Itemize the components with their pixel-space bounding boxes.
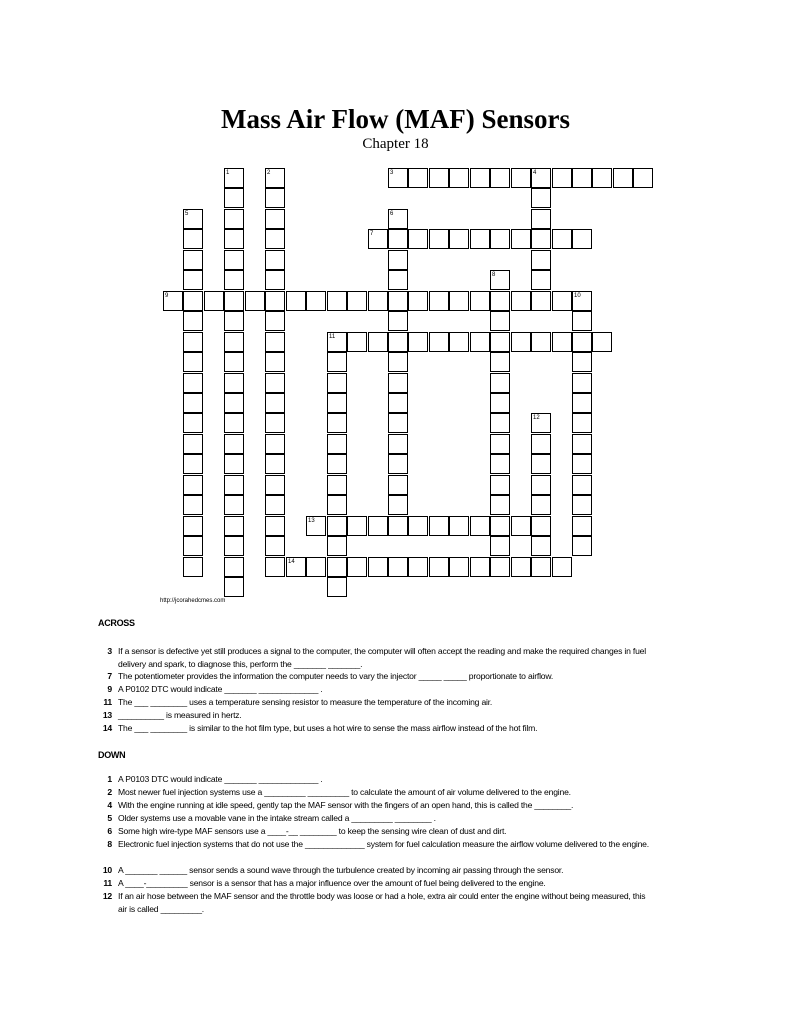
grid-cell[interactable]	[347, 557, 367, 577]
clue-text: The ___ ________ uses a temperature sensing resistor to measure the temperature of the incoming air.	[118, 697, 493, 707]
grid-cell[interactable]	[531, 188, 551, 208]
grid-cell[interactable]	[429, 229, 449, 249]
grid-cell[interactable]	[490, 168, 510, 188]
clue-number: 7	[107, 671, 112, 681]
grid-cell[interactable]	[224, 188, 244, 208]
grid-cell[interactable]	[327, 495, 347, 515]
grid-cell[interactable]	[572, 291, 592, 311]
grid-cell[interactable]	[531, 475, 551, 495]
grid-cell[interactable]	[327, 332, 347, 352]
grid-cell[interactable]	[183, 516, 203, 536]
grid-cell[interactable]	[265, 270, 285, 290]
grid-cell[interactable]	[245, 291, 265, 311]
clue-number: 6	[390, 211, 394, 217]
grid-cell[interactable]	[572, 332, 592, 352]
grid-cell[interactable]	[183, 475, 203, 495]
grid-cell[interactable]	[265, 536, 285, 556]
grid-cell[interactable]	[572, 454, 592, 474]
grid-cell[interactable]	[388, 495, 408, 515]
grid-cell[interactable]	[531, 168, 551, 188]
grid-cell[interactable]	[327, 454, 347, 474]
grid-cell[interactable]	[265, 352, 285, 372]
grid-cell[interactable]	[572, 168, 592, 188]
clue-number: 10	[574, 293, 581, 299]
grid-cell[interactable]	[265, 373, 285, 393]
down-clue-5	[96, 812, 656, 825]
clue-number: 14	[288, 559, 295, 565]
grid-cell[interactable]	[429, 516, 449, 536]
grid-cell[interactable]	[183, 536, 203, 556]
grid-cell[interactable]	[265, 516, 285, 536]
grid-cell[interactable]	[633, 168, 653, 188]
grid-cell[interactable]	[408, 291, 428, 311]
grid-cell[interactable]	[183, 332, 203, 352]
grid-cell[interactable]	[224, 332, 244, 352]
grid-cell[interactable]	[552, 229, 572, 249]
grid-cell[interactable]	[490, 495, 510, 515]
down-clue-8	[96, 838, 656, 851]
clue-number: 2	[107, 787, 112, 797]
grid-cell[interactable]	[224, 373, 244, 393]
grid-cell[interactable]	[224, 270, 244, 290]
grid-cell[interactable]	[286, 291, 306, 311]
across-clue-13	[96, 709, 656, 722]
clue-number: 3	[107, 646, 112, 656]
grid-cell[interactable]	[347, 291, 367, 311]
page-title: Mass Air Flow (MAF) Sensors	[221, 104, 570, 134]
grid-cell[interactable]	[449, 168, 469, 188]
grid-cell[interactable]	[490, 557, 510, 577]
clue-text: The potentiometer provides the information the computer needs to vary the injector _____ _____ proportionate to airflow.	[118, 671, 554, 681]
grid-cell[interactable]	[224, 475, 244, 495]
across-clue-3	[96, 645, 656, 670]
grid-cell[interactable]	[388, 393, 408, 413]
down-clue-11	[96, 877, 656, 890]
clue-text: A P0103 DTC would indicate _______ _____________ .	[118, 774, 323, 784]
grid-cell[interactable]	[327, 536, 347, 556]
grid-cell[interactable]	[265, 250, 285, 270]
clue-number: 4	[533, 170, 537, 176]
grid-cell[interactable]	[531, 454, 551, 474]
across-heading: ACROSS	[98, 618, 135, 628]
grid-cell[interactable]	[449, 557, 469, 577]
grid-cell[interactable]	[490, 229, 510, 249]
clue-text: A P0102 DTC would indicate _______ _____________ .	[118, 684, 323, 694]
grid-cell[interactable]	[490, 475, 510, 495]
grid-cell[interactable]	[388, 557, 408, 577]
grid-cell[interactable]	[572, 311, 592, 331]
grid-cell[interactable]	[572, 434, 592, 454]
clue-text: __________ is measured in hertz.	[118, 710, 242, 720]
clue-number: 1	[226, 170, 230, 176]
grid-cell[interactable]	[368, 516, 388, 536]
grid-cell[interactable]	[449, 332, 469, 352]
grid-cell[interactable]	[531, 332, 551, 352]
grid-cell[interactable]	[613, 168, 633, 188]
grid-cell[interactable]	[572, 393, 592, 413]
grid-cell[interactable]	[552, 291, 572, 311]
clue-text: Most newer fuel injection systems use a _________ _________ to calculate the amount of air volume delivered to the engine.	[118, 787, 571, 797]
grid-cell[interactable]	[408, 516, 428, 536]
grid-cell[interactable]	[224, 250, 244, 270]
grid-cell[interactable]	[572, 352, 592, 372]
grid-cell[interactable]	[511, 229, 531, 249]
down-clue-1	[96, 773, 656, 786]
grid-cell[interactable]	[572, 475, 592, 495]
clue-number: 9	[165, 293, 169, 299]
clue-number: 10	[102, 865, 112, 875]
clue-number: 13	[308, 518, 315, 524]
across-clue-11	[96, 696, 656, 709]
clue-text: Older systems use a movable vane in the intake stream called a _________ ________ .	[118, 813, 436, 823]
grid-cell[interactable]	[490, 311, 510, 331]
grid-cell[interactable]	[511, 516, 531, 536]
grid-cell[interactable]	[552, 332, 572, 352]
grid-cell[interactable]	[368, 291, 388, 311]
grid-cell[interactable]	[265, 291, 285, 311]
grid-cell[interactable]	[388, 168, 408, 188]
grid-cell[interactable]	[572, 373, 592, 393]
grid-cell[interactable]	[183, 557, 203, 577]
grid-cell[interactable]	[224, 495, 244, 515]
grid-cell[interactable]	[511, 557, 531, 577]
grid-cell[interactable]	[388, 475, 408, 495]
grid-cell[interactable]	[592, 332, 612, 352]
grid-cell[interactable]	[449, 516, 469, 536]
grid-cell[interactable]	[327, 373, 347, 393]
clue-number: 5	[107, 813, 112, 823]
grid-cell[interactable]	[327, 516, 347, 536]
clue-number: 4	[107, 800, 112, 810]
grid-cell[interactable]	[224, 311, 244, 331]
grid-cell[interactable]	[490, 332, 510, 352]
grid-cell[interactable]	[183, 250, 203, 270]
down-clue-10	[96, 864, 656, 877]
grid-cell[interactable]	[327, 413, 347, 433]
grid-cell[interactable]	[265, 434, 285, 454]
grid-cell[interactable]	[449, 229, 469, 249]
grid-cell[interactable]	[408, 557, 428, 577]
grid-cell[interactable]	[368, 229, 388, 249]
grid-cell[interactable]	[552, 168, 572, 188]
grid-cell[interactable]	[490, 516, 510, 536]
grid-cell[interactable]	[224, 209, 244, 229]
grid-cell[interactable]	[388, 434, 408, 454]
clue-number: 9	[107, 684, 112, 694]
grid-cell[interactable]	[183, 495, 203, 515]
grid-cell[interactable]	[429, 168, 449, 188]
grid-cell[interactable]	[368, 557, 388, 577]
clue-number: 6	[107, 826, 112, 836]
clue-number: 3	[390, 170, 394, 176]
grid-cell[interactable]	[265, 332, 285, 352]
grid-cell[interactable]	[388, 229, 408, 249]
grid-cell[interactable]	[265, 209, 285, 229]
clue-number: 1	[107, 774, 112, 784]
grid-cell[interactable]	[327, 434, 347, 454]
grid-cell[interactable]	[531, 413, 551, 433]
grid-cell[interactable]	[470, 332, 490, 352]
grid-cell[interactable]	[449, 291, 469, 311]
grid-cell[interactable]	[531, 270, 551, 290]
grid-cell[interactable]	[531, 434, 551, 454]
across-clue-7	[96, 670, 656, 683]
clue-text: The ___ ________ is similar to the hot film type, but uses a hot wire to sense the mass airflow instead of the hot film.	[118, 723, 538, 733]
grid-cell[interactable]	[265, 168, 285, 188]
grid-cell[interactable]	[388, 250, 408, 270]
grid-cell[interactable]	[327, 393, 347, 413]
grid-cell[interactable]	[511, 291, 531, 311]
grid-cell[interactable]	[572, 516, 592, 536]
grid-cell[interactable]	[183, 209, 203, 229]
grid-cell[interactable]	[183, 373, 203, 393]
grid-cell[interactable]	[388, 516, 408, 536]
grid-cell[interactable]	[224, 229, 244, 249]
grid-cell[interactable]	[224, 516, 244, 536]
clue-text: With the engine running at idle speed, gently tap the MAF sensor with the fingers of an open hand, this is called the ________.	[118, 800, 574, 810]
clue-number: 2	[267, 170, 271, 176]
down-clue-4	[96, 799, 656, 812]
grid-cell[interactable]	[531, 536, 551, 556]
grid-cell[interactable]	[327, 557, 347, 577]
grid-cell[interactable]	[490, 291, 510, 311]
clue-number: 12	[102, 891, 112, 901]
grid-cell[interactable]	[490, 413, 510, 433]
grid-cell[interactable]	[490, 454, 510, 474]
grid-cell[interactable]	[511, 332, 531, 352]
grid-cell[interactable]	[224, 577, 244, 597]
grid-cell[interactable]	[470, 229, 490, 249]
grid-cell[interactable]	[306, 557, 326, 577]
grid-cell[interactable]	[306, 516, 326, 536]
grid-cell[interactable]	[531, 229, 551, 249]
grid-cell[interactable]	[265, 495, 285, 515]
grid-cell[interactable]	[327, 352, 347, 372]
clue-number: 8	[107, 839, 112, 849]
clue-text: If an air hose between the MAF sensor and the throttle body was loose or had a hole, extra air could enter the engine without being measured, this air is called _________.	[118, 891, 646, 914]
clue-text: Electronic fuel injection systems that do not use the _____________ system for fuel calculation measure the airflow volume delivered to the engine.	[118, 839, 649, 849]
grid-cell[interactable]	[265, 475, 285, 495]
across-clue-9	[96, 683, 656, 696]
grid-cell[interactable]	[388, 332, 408, 352]
clue-text: A _______ ______ sensor sends a sound wave through the turbulence created by incoming air passing through the sensor.	[118, 865, 564, 875]
grid-cell[interactable]	[347, 332, 367, 352]
grid-cell[interactable]	[552, 557, 572, 577]
grid-cell[interactable]	[408, 332, 428, 352]
grid-cell[interactable]	[408, 229, 428, 249]
clue-number: 12	[533, 415, 540, 421]
clue-number: 5	[185, 211, 189, 217]
grid-cell[interactable]	[490, 352, 510, 372]
grid-cell[interactable]	[572, 495, 592, 515]
clue-number: 11	[329, 334, 336, 340]
grid-cell[interactable]	[327, 577, 347, 597]
down-clue-2	[96, 786, 656, 799]
grid-cell[interactable]	[183, 434, 203, 454]
grid-cell[interactable]	[490, 434, 510, 454]
grid-cell[interactable]	[490, 393, 510, 413]
grid-cell[interactable]	[470, 516, 490, 536]
grid-cell[interactable]	[183, 454, 203, 474]
grid-cell[interactable]	[531, 209, 551, 229]
across-clue-14	[96, 722, 656, 735]
clue-text: If a sensor is defective yet still produces a signal to the computer, the computer will often accept the reading and make the required changes in fuel delivery and spark, to diagnose this, perform the _______ _______.	[118, 646, 646, 669]
clue-number: 13	[102, 710, 112, 720]
grid-cell[interactable]	[388, 352, 408, 372]
grid-cell[interactable]	[183, 413, 203, 433]
grid-cell[interactable]	[224, 454, 244, 474]
clue-number: 14	[102, 723, 112, 733]
grid-cell[interactable]	[490, 373, 510, 393]
grid-cell[interactable]	[265, 454, 285, 474]
grid-cell[interactable]	[388, 454, 408, 474]
grid-cell[interactable]	[388, 291, 408, 311]
grid-cell[interactable]	[265, 557, 285, 577]
grid-cell[interactable]	[265, 229, 285, 249]
grid-cell[interactable]	[265, 188, 285, 208]
grid-cell[interactable]	[224, 536, 244, 556]
grid-cell[interactable]	[531, 516, 551, 536]
clue-text: Some high wire-type MAF sensors use a ____-__ ________ to keep the sensing wire clean of dust and dirt.	[118, 826, 507, 836]
grid-cell[interactable]	[470, 168, 490, 188]
grid-cell[interactable]	[388, 270, 408, 290]
grid-cell[interactable]	[388, 413, 408, 433]
grid-cell[interactable]	[511, 168, 531, 188]
grid-cell[interactable]	[224, 291, 244, 311]
grid-cell[interactable]	[470, 291, 490, 311]
grid-cell[interactable]	[265, 393, 285, 413]
grid-cell[interactable]	[224, 168, 244, 188]
grid-cell[interactable]	[388, 373, 408, 393]
grid-cell[interactable]	[224, 393, 244, 413]
grid-cell[interactable]	[224, 557, 244, 577]
grid-cell[interactable]	[265, 311, 285, 331]
grid-cell[interactable]	[347, 516, 367, 536]
down-heading: DOWN	[98, 750, 126, 760]
grid-cell[interactable]	[429, 557, 449, 577]
clue-number: 8	[492, 272, 496, 278]
grid-cell[interactable]	[327, 291, 347, 311]
clue-text: A ____-_________ sensor is a sensor that has a major influence over the amount of fuel being delivered to the engine.	[118, 878, 546, 888]
grid-cell[interactable]	[306, 291, 326, 311]
page-subtitle: Chapter 18	[362, 136, 429, 152]
grid-cell[interactable]	[183, 291, 203, 311]
grid-cell[interactable]	[572, 536, 592, 556]
grid-cell[interactable]	[183, 311, 203, 331]
grid-cell[interactable]	[531, 557, 551, 577]
grid-cell[interactable]	[224, 413, 244, 433]
clue-number: 11	[103, 697, 112, 707]
grid-cell[interactable]	[265, 413, 285, 433]
grid-cell[interactable]	[368, 332, 388, 352]
grid-cell[interactable]	[183, 352, 203, 372]
grid-cell[interactable]	[429, 291, 449, 311]
grid-cell[interactable]	[183, 270, 203, 290]
grid-cell[interactable]	[183, 229, 203, 249]
grid-cell[interactable]	[286, 557, 306, 577]
grid-cell[interactable]	[163, 291, 183, 311]
grid-cell[interactable]	[531, 495, 551, 515]
grid-cell[interactable]	[204, 291, 224, 311]
grid-cell[interactable]	[388, 209, 408, 229]
grid-cell[interactable]	[183, 393, 203, 413]
grid-cell[interactable]	[490, 536, 510, 556]
source-url: http://jcorahedcmes.com	[160, 598, 226, 604]
grid-cell[interactable]	[531, 291, 551, 311]
grid-cell[interactable]	[429, 332, 449, 352]
grid-cell[interactable]	[388, 311, 408, 331]
grid-cell[interactable]	[408, 168, 428, 188]
grid-cell[interactable]	[572, 229, 592, 249]
clue-number: 11	[103, 878, 112, 888]
grid-cell[interactable]	[327, 475, 347, 495]
grid-cell[interactable]	[531, 250, 551, 270]
clue-number: 7	[370, 231, 374, 237]
grid-cell[interactable]	[224, 434, 244, 454]
down-clue-6	[96, 825, 656, 838]
grid-cell[interactable]	[470, 557, 490, 577]
grid-cell[interactable]	[572, 413, 592, 433]
grid-cell[interactable]	[592, 168, 612, 188]
grid-cell[interactable]	[490, 270, 510, 290]
down-clue-12	[96, 890, 656, 915]
grid-cell[interactable]	[224, 352, 244, 372]
